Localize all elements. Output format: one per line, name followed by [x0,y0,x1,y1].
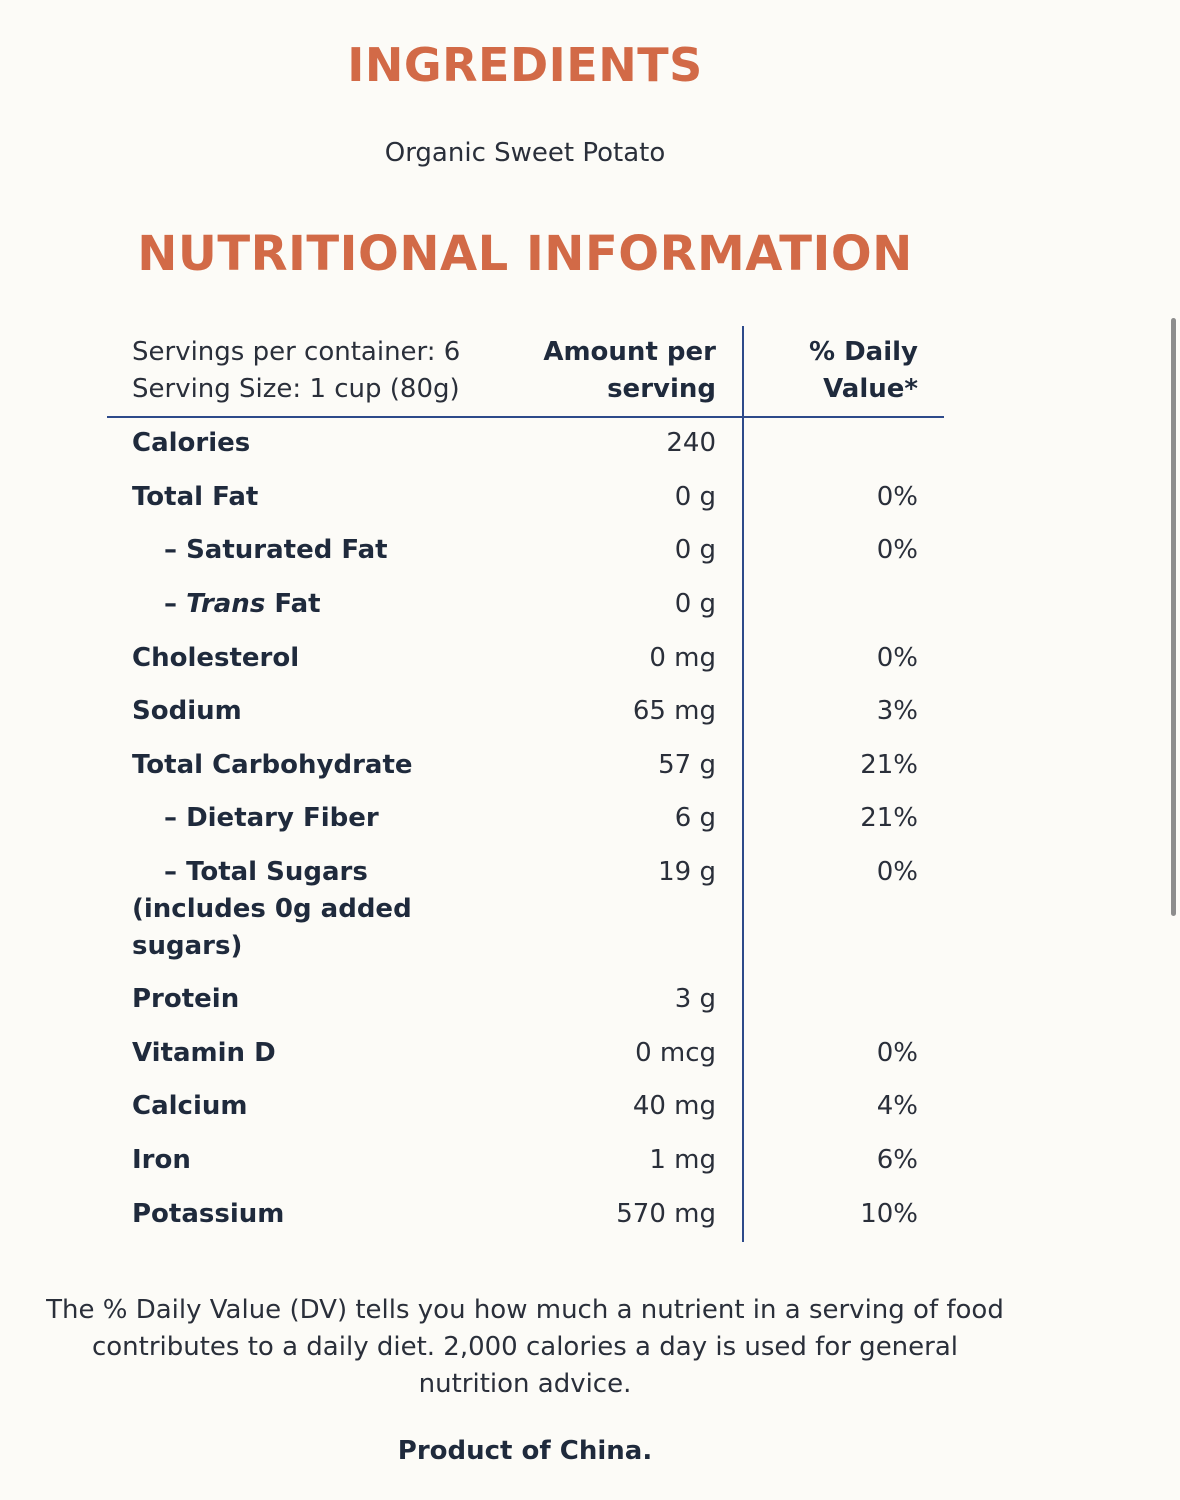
nutrient-amount: 240 [666,428,716,458]
nutrient-name: Total Fat [132,482,259,512]
nutrient-amount: 0 g [674,535,716,565]
serving-size: Serving Size: 1 cup (80g) [132,374,460,404]
servings-per-container: Servings per container: 6 [132,337,461,367]
nutrient-dv: 3% [876,696,918,726]
nutrient-label: Total Sugars [186,857,368,887]
nutrient-amount: 0 mg [649,643,716,673]
nutrient-amount: 40 mg [632,1091,716,1121]
nutrient-amount: 0 mcg [635,1038,716,1068]
serving-info [132,334,460,408]
nutrient-dv: 21% [860,803,918,833]
nutrient-dv: 4% [876,1091,918,1121]
nutrient-label-line3: sugars) [132,931,243,961]
nutrient-dv: 0% [876,1038,918,1068]
nutrient-amount: 570 mg [616,1199,716,1229]
nutrient-amount: 0 g [674,589,716,619]
footnote-line2: contributes to a daily diet. 2,000 calories a day is used for general [91,1332,959,1362]
nutrient-name [164,800,464,837]
sub-dash: – [164,857,177,887]
nutrient-name: Calories [132,428,251,458]
nutrient-label-italic: Trans [186,589,266,619]
nutrient-dv: 0% [876,643,918,673]
amount-header-line1: Amount per [543,337,716,367]
nutrient-label-line2: (includes 0g added [132,894,412,924]
nutrient-label: Saturated Fat [186,535,388,565]
footnote-line3: nutrition advice. [418,1369,632,1399]
nutrient-dv: 0% [876,535,918,565]
daily-value-column-header [760,334,918,408]
nutrition-title: NUTRITIONAL INFORMATION [137,226,913,282]
nutrient-amount: 57 g [658,750,716,780]
nutrient-name: Calcium [132,1091,248,1121]
nutrient-label: Dietary Fiber [186,803,379,833]
dv-header-line2: Value* [823,374,918,404]
product-origin: Product of China. [397,1436,653,1466]
nutrient-name: Sodium [132,696,242,726]
nutrient-label-line1 [132,854,452,891]
nutrient-label: Fat [265,589,321,619]
nutrient-dv: 21% [860,750,918,780]
nutrient-name: Cholesterol [132,643,300,673]
nutrient-name: Vitamin D [132,1038,276,1068]
nutrient-name: Potassium [132,1199,285,1229]
nutrient-name [132,854,452,965]
header-rule [107,416,944,418]
nutrient-dv: 0% [876,857,918,887]
amount-column-header [500,334,716,408]
sub-dash: – [164,589,177,619]
nutrient-dv: 6% [876,1145,918,1175]
nutrient-name: Iron [132,1145,191,1175]
nutrient-dv: 0% [876,482,918,512]
nutrient-amount: 1 mg [649,1145,716,1175]
dv-header-line1: % Daily [808,337,918,367]
sub-dash: – [164,803,177,833]
nutrient-amount: 3 g [674,984,716,1014]
nutrient-name: Total Carbohydrate [132,750,413,780]
nutrient-amount: 0 g [674,482,716,512]
scrollbar[interactable] [1171,318,1176,916]
nutrient-amount: 65 mg [632,696,716,726]
nutrient-dv: 10% [860,1199,918,1229]
sub-dash: – [164,535,177,565]
footnote-line1: The % Daily Value (DV) tells you how much a nutrient in a serving of food [46,1295,1004,1325]
nutrient-amount: 19 g [658,857,716,887]
ingredients-title: INGREDIENTS [347,38,703,92]
column-divider [742,326,744,1242]
amount-header-line2: serving [607,374,716,404]
nutrient-name [164,532,464,569]
nutrient-name: Protein [132,984,240,1014]
ingredients-text: Organic Sweet Potato [384,138,666,168]
nutrient-name [164,586,464,623]
nutrient-amount: 6 g [674,803,716,833]
daily-value-footnote [0,1292,1050,1403]
